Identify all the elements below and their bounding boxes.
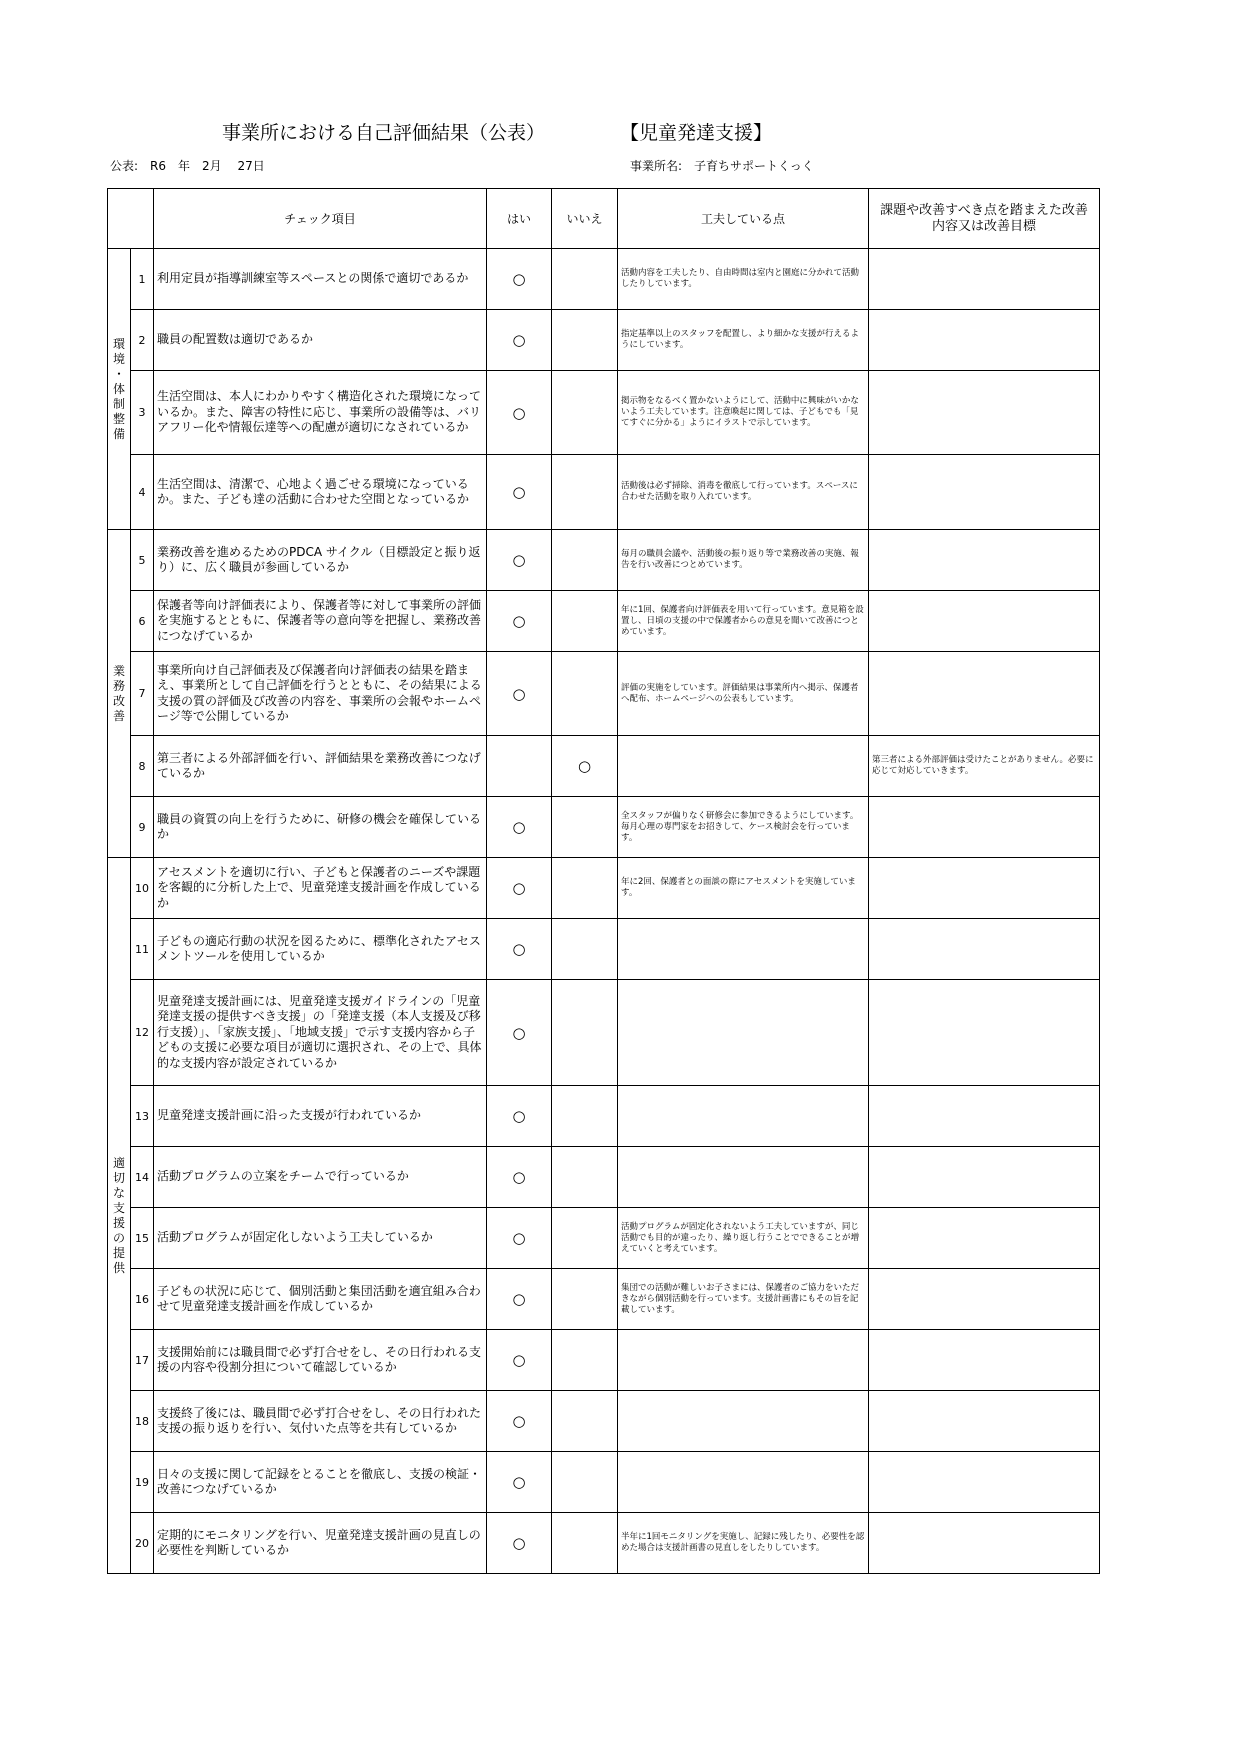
efforts-note: 掲示物をなるべく置かないようにして、活動中に興味がいかないよう工夫しています。注意喚起に関しては、子どもでも「見てすぐに分かる」ようにイラストで示しています。	[618, 371, 869, 455]
yes-mark: ○	[487, 1269, 552, 1330]
efforts-note	[618, 1086, 869, 1147]
no-mark	[552, 1391, 618, 1452]
efforts-note: 活動後は必ず掃除、消毒を徹底して行っています。スペースに合わせた活動を取り入れています。	[618, 455, 869, 530]
issues-note	[869, 530, 1100, 591]
no-mark	[552, 1269, 618, 1330]
item-number: 20	[131, 1513, 154, 1574]
no-mark	[552, 1330, 618, 1391]
efforts-note	[618, 736, 869, 797]
item-number: 1	[131, 249, 154, 310]
item-number: 6	[131, 591, 154, 652]
check-item-text: 児童発達支援計画に沿った支援が行われているか	[154, 1086, 487, 1147]
check-item-text: 職員の資質の向上を行うために、研修の機会を確保しているか	[154, 797, 487, 858]
no-mark	[552, 1208, 618, 1269]
issues-note	[869, 1452, 1100, 1513]
item-number: 8	[131, 736, 154, 797]
check-item-text: 支援開始前には職員間で必ず打合せをし、その日行われる支援の内容や役割分担について確認しているか	[154, 1330, 487, 1391]
check-item-text: アセスメントを適切に行い、子どもと保護者のニーズや課題を客観的に分析した上で、児童発達支援計画を作成しているか	[154, 858, 487, 919]
office-name: 事業所名: 子育ちサポートくっく	[630, 159, 814, 173]
table-row	[108, 591, 1100, 652]
category-label: 業 務 改 善	[108, 530, 131, 858]
efforts-note: 年に2回、保護者との面談の際にアセスメントを実施しています。	[618, 858, 869, 919]
blank-header	[108, 189, 154, 249]
check-item-text: 定期的にモニタリングを行い、児童発達支援計画の見直しの必要性を判断しているか	[154, 1513, 487, 1574]
table-row	[108, 455, 1100, 530]
no-mark	[552, 591, 618, 652]
check-item-text: 活動プログラムが固定化しないよう工夫しているか	[154, 1208, 487, 1269]
check-item-text: 日々の支援に関して記録をとることを徹底し、支援の検証・改善につなげているか	[154, 1452, 487, 1513]
check-item-text: 利用定員が指導訓練室等スペースとの関係で適切であるか	[154, 249, 487, 310]
issues-note	[869, 249, 1100, 310]
table-row	[108, 249, 1100, 310]
table-row	[108, 797, 1100, 858]
issues-note	[869, 797, 1100, 858]
table-row	[108, 652, 1100, 736]
check-item-text: 児童発達支援計画には、児童発達支援ガイドラインの「児童発達支援の提供すべき支援」の「発達支援（本人支援及び移行支援）」、「家族支援」、「地域支援」で示す支援内容から子どもの支援に必要な項目が適切に選択され、その上で、具体的な支援内容が設定されているか	[154, 980, 487, 1086]
no-mark	[552, 1086, 618, 1147]
page-title: 事業所における自己評価結果（公表）	[222, 122, 546, 144]
efforts-note	[618, 1330, 869, 1391]
yes-mark: ○	[487, 1086, 552, 1147]
efforts-note: 評価の実施をしています。評価結果は事業所内へ掲示、保護者へ配布、ホームページへの公表もしています。	[618, 652, 869, 736]
item-number: 9	[131, 797, 154, 858]
efforts-note	[618, 1147, 869, 1208]
yes-mark: ○	[487, 652, 552, 736]
yes-mark: ○	[487, 455, 552, 530]
published-date: 公表: R6 年 2月 27日	[110, 159, 265, 173]
yes-mark: ○	[487, 1452, 552, 1513]
issues-note	[869, 652, 1100, 736]
table-row	[108, 1147, 1100, 1208]
yes-mark: ○	[487, 1147, 552, 1208]
item-number: 2	[131, 310, 154, 371]
no-mark	[552, 797, 618, 858]
check-item-text: 子どもの適応行動の状況を図るために、標準化されたアセスメントツールを使用しているか	[154, 919, 487, 980]
yes-mark: ○	[487, 1391, 552, 1452]
issues-note	[869, 1147, 1100, 1208]
issues-note	[869, 919, 1100, 980]
yes-mark: ○	[487, 797, 552, 858]
table-row	[108, 1513, 1100, 1574]
table-row	[108, 858, 1100, 919]
table-row	[108, 736, 1100, 797]
item-number: 5	[131, 530, 154, 591]
item-number: 19	[131, 1452, 154, 1513]
issues-note	[869, 1086, 1100, 1147]
item-number: 15	[131, 1208, 154, 1269]
issues-note	[869, 858, 1100, 919]
yes-mark: ○	[487, 310, 552, 371]
header-row	[108, 189, 1100, 249]
column-header-efforts: 工夫している点	[618, 189, 869, 249]
table-row	[108, 530, 1100, 591]
column-header-yes: はい	[487, 189, 552, 249]
no-mark	[552, 980, 618, 1086]
no-mark	[552, 455, 618, 530]
check-item-text: 活動プログラムの立案をチームで行っているか	[154, 1147, 487, 1208]
efforts-note: 指定基準以上のスタッフを配置し、より細かな支援が行えるようにしています。	[618, 310, 869, 371]
check-item-text: 支援終了後には、職員間で必ず打合せをし、その日行われた支援の振り返りを行い、気付いた点等を共有しているか	[154, 1391, 487, 1452]
efforts-note: 活動プログラムが固定化されないよう工夫していますが、同じ活動でも目的が違ったり、繰り返し行うことでできることが増えていくと考えています。	[618, 1208, 869, 1269]
item-number: 4	[131, 455, 154, 530]
issues-note	[869, 371, 1100, 455]
column-header-item: チェック項目	[154, 189, 487, 249]
issues-note	[869, 1330, 1100, 1391]
category-label: 環 境 ・ 体 制 整 備	[108, 249, 131, 530]
yes-mark: ○	[487, 919, 552, 980]
category-label: 適 切 な 支 援 の 提 供	[108, 858, 131, 1574]
item-number: 14	[131, 1147, 154, 1208]
yes-mark	[487, 736, 552, 797]
table-row	[108, 371, 1100, 455]
item-number: 12	[131, 980, 154, 1086]
efforts-note: 毎月の職員会議や、活動後の振り返り等で業務改善の実施、報告を行い改善につとめています。	[618, 530, 869, 591]
table-row	[108, 980, 1100, 1086]
yes-mark: ○	[487, 1208, 552, 1269]
efforts-note: 全スタッフが偏りなく研修会に参加できるようにしています。毎月心理の専門家をお招きして、ケース検討会を行っています。	[618, 797, 869, 858]
issues-note	[869, 1208, 1100, 1269]
yes-mark: ○	[487, 980, 552, 1086]
no-mark	[552, 652, 618, 736]
issues-note	[869, 1269, 1100, 1330]
item-number: 16	[131, 1269, 154, 1330]
check-item-text: 子どもの状況に応じて、個別活動と集団活動を適宜組み合わせて児童発達支援計画を作成しているか	[154, 1269, 487, 1330]
item-number: 17	[131, 1330, 154, 1391]
check-item-text: 生活空間は、本人にわかりやすく構造化された環境になっているか。また、障害の特性に応じ、事業所の設備等は、バリアフリー化や情報伝達等への配慮が適切になされているか	[154, 371, 487, 455]
no-mark	[552, 1147, 618, 1208]
table-row	[108, 1269, 1100, 1330]
table-row	[108, 1391, 1100, 1452]
efforts-note: 半年に1回モニタリングを実施し、記録に残したり、必要性を認めた場合は支援計画書の見直しをしたりしています。	[618, 1513, 869, 1574]
issues-note	[869, 1391, 1100, 1452]
no-mark	[552, 858, 618, 919]
check-item-text: 保護者等向け評価表により、保護者等に対して事業所の評価を実施するとともに、保護者等の意向等を把握し、業務改善につなげているか	[154, 591, 487, 652]
check-item-text: 職員の配置数は適切であるか	[154, 310, 487, 371]
issues-note	[869, 310, 1100, 371]
item-number: 10	[131, 858, 154, 919]
table-row	[108, 919, 1100, 980]
table-row	[108, 1452, 1100, 1513]
table-row	[108, 1330, 1100, 1391]
no-mark	[552, 371, 618, 455]
column-header-issues: 課題や改善すべき点を踏まえた改善内容又は改善目標	[869, 189, 1100, 249]
efforts-note: 集団での活動が難しいお子さまには、保護者のご協力をいただきながら個別活動を行っています。支援計画書にもその旨を記載しています。	[618, 1269, 869, 1330]
yes-mark: ○	[487, 858, 552, 919]
no-mark	[552, 1513, 618, 1574]
yes-mark: ○	[487, 371, 552, 455]
yes-mark: ○	[487, 530, 552, 591]
issues-note: 第三者による外部評価は受けたことがありません。必要に応じて対応していきます。	[869, 736, 1100, 797]
issues-note	[869, 591, 1100, 652]
check-item-text: 業務改善を進めるためのPDCA サイクル（目標設定と振り返り）に、広く職員が参画しているか	[154, 530, 487, 591]
check-item-text: 第三者による外部評価を行い、評価結果を業務改善につなげているか	[154, 736, 487, 797]
check-item-text: 事業所向け自己評価表及び保護者向け評価表の結果を踏まえ、事業所として自己評価を行うとともに、その結果による支援の質の評価及び改善の内容を、事業所の会報やホームページ等で公開しているか	[154, 652, 487, 736]
issues-note	[869, 1513, 1100, 1574]
evaluation-table	[107, 188, 1100, 1574]
item-number: 11	[131, 919, 154, 980]
item-number: 13	[131, 1086, 154, 1147]
item-number: 18	[131, 1391, 154, 1452]
issues-note	[869, 980, 1100, 1086]
efforts-note	[618, 980, 869, 1086]
yes-mark: ○	[487, 1330, 552, 1391]
efforts-note	[618, 919, 869, 980]
efforts-note	[618, 1391, 869, 1452]
no-mark: ○	[552, 736, 618, 797]
item-number: 3	[131, 371, 154, 455]
check-item-text: 生活空間は、清潔で、心地よく過ごせる環境になっているか。また、子ども達の活動に合わせた空間となっているか	[154, 455, 487, 530]
service-type: 【児童発達支援】	[620, 122, 773, 144]
item-number: 7	[131, 652, 154, 736]
efforts-note	[618, 1452, 869, 1513]
column-header-no: いいえ	[552, 189, 618, 249]
efforts-note: 活動内容を工夫したり、自由時間は室内と園庭に分かれて活動したりしています。	[618, 249, 869, 310]
table-row	[108, 310, 1100, 371]
no-mark	[552, 310, 618, 371]
efforts-note: 年に1回、保護者向け評価表を用いて行っています。意見箱を設置し、日頃の支援の中で保護者からの意見を聞いて改善につとめています。	[618, 591, 869, 652]
no-mark	[552, 530, 618, 591]
no-mark	[552, 919, 618, 980]
yes-mark: ○	[487, 591, 552, 652]
table-row	[108, 1086, 1100, 1147]
issues-note	[869, 455, 1100, 530]
table-row	[108, 1208, 1100, 1269]
yes-mark: ○	[487, 249, 552, 310]
no-mark	[552, 249, 618, 310]
yes-mark: ○	[487, 1513, 552, 1574]
no-mark	[552, 1452, 618, 1513]
